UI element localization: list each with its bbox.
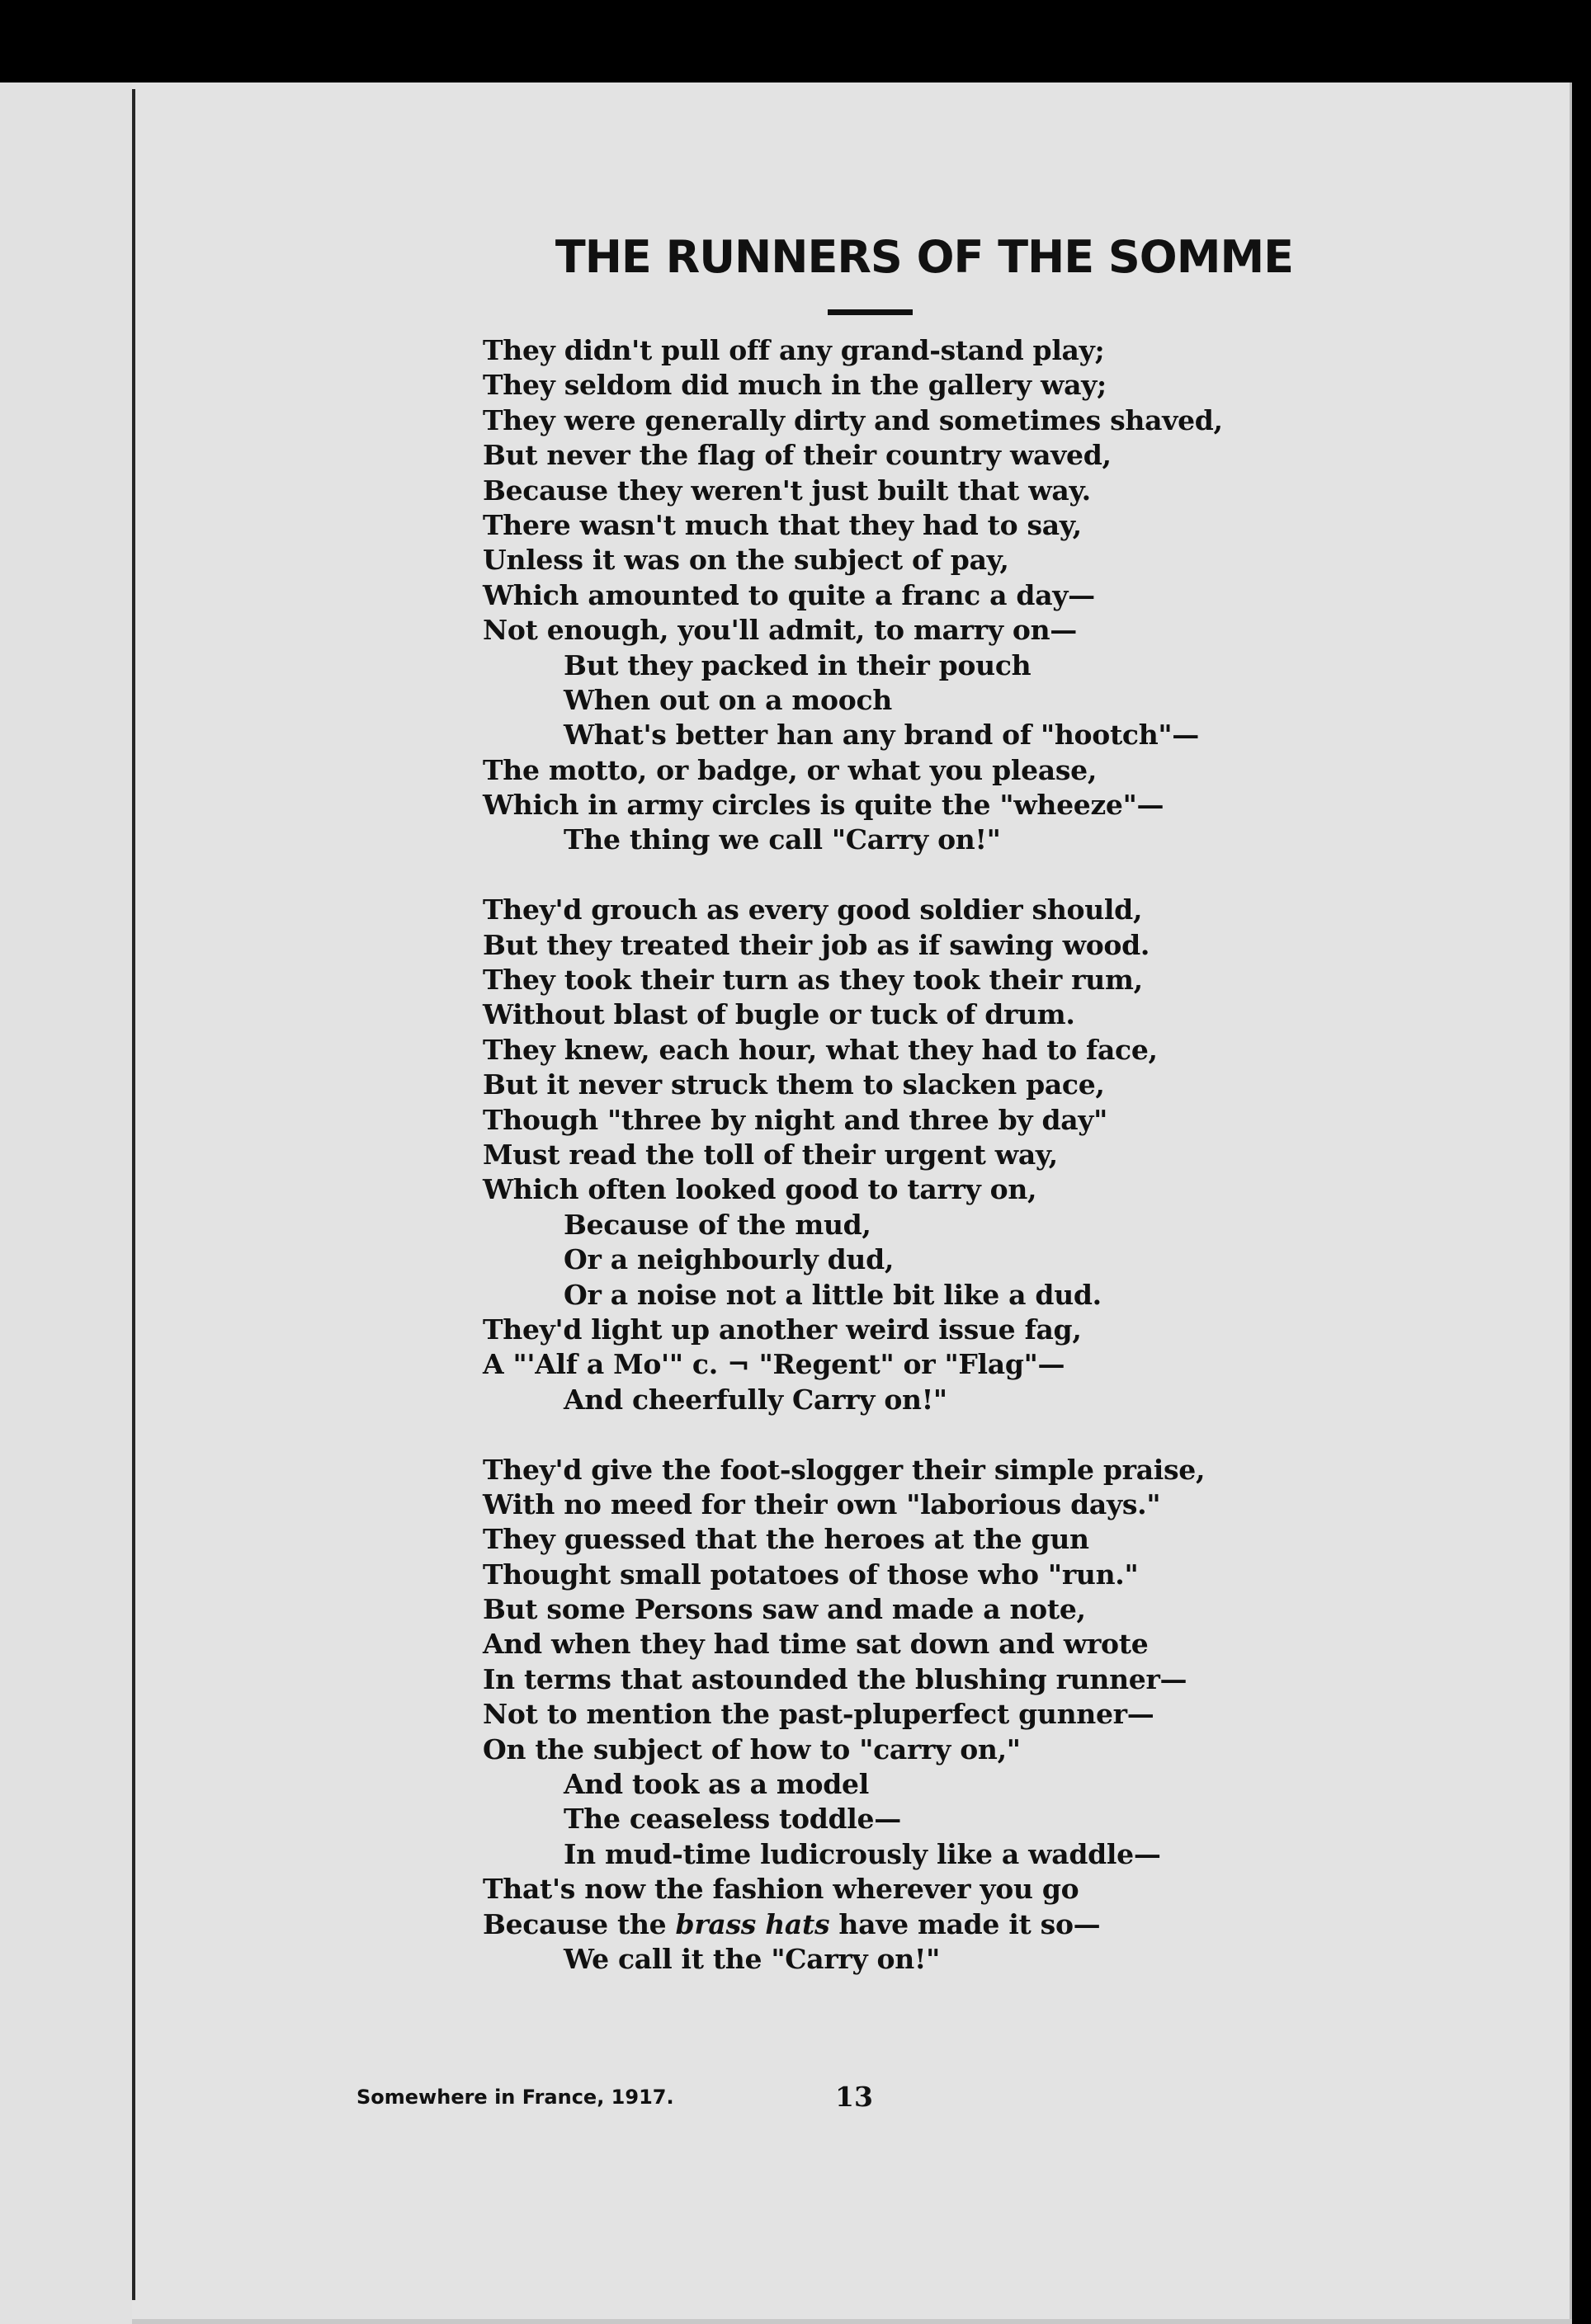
- page-number: 13: [835, 2081, 873, 2113]
- poem-line: With no meed for their own "laborious days.": [483, 1487, 1161, 1520]
- poem-body: [483, 333, 1308, 2012]
- poem-line: They knew, each hour, what they had to face,: [483, 1033, 1158, 1066]
- poem-line: They guessed that the heroes at the gun: [483, 1523, 1089, 1556]
- poem-line: We call it the "Carry on!": [564, 1942, 941, 1975]
- page-right-edge: [1570, 82, 1572, 2324]
- poem-line: Not to mention the past-pluperfect gunner—: [483, 1698, 1154, 1731]
- poem-line: Thought small potatoes of those who "run.": [483, 1558, 1139, 1591]
- poem-line: And took as a model: [564, 1768, 869, 1801]
- poem-line: They'd give the foot-slogger their simple praise,: [483, 1453, 1206, 1486]
- poem-line: But it never struck them to slacken pace,: [483, 1068, 1105, 1101]
- poem-line: But never the flag of their country waved,: [483, 439, 1112, 472]
- footer-place-date: Somewhere in France, 1917.: [356, 2086, 674, 2109]
- stanza: [483, 1453, 1308, 1978]
- poem-line: When out on a mooch: [564, 683, 892, 716]
- poem-line: Or a noise not a little bit like a dud.: [564, 1278, 1102, 1311]
- poem-line: That's now the fashion wherever you go: [483, 1873, 1079, 1906]
- poem-line: There wasn't much that they had to say,: [483, 508, 1082, 541]
- poem-line: Because the brass hats have made it so—: [483, 1907, 1101, 1940]
- poem-line: They seldom did much in the gallery way;: [483, 369, 1107, 402]
- title-rule: [828, 309, 913, 315]
- poem-line: And when they had time sat down and wrote: [483, 1628, 1149, 1661]
- poem-line: They didn't pull off any grand-stand play;: [483, 334, 1105, 366]
- poem-line: Unless it was on the subject of pay,: [483, 544, 1009, 577]
- poem-line: Because of the mud,: [564, 1208, 871, 1241]
- poem-line: But they treated their job as if sawing wood.: [483, 928, 1150, 961]
- poem-line: Because they weren't just built that way.: [483, 474, 1091, 507]
- poem-line: But they packed in their pouch: [564, 648, 1032, 681]
- poem-line: They were generally dirty and sometimes shaved,: [483, 403, 1223, 436]
- poem-line: Which often looked good to tarry on,: [483, 1173, 1037, 1206]
- poem-line: What's better han any brand of "hootch"—: [564, 719, 1199, 752]
- italic-phrase: brass hats: [675, 1907, 830, 1940]
- poem-line: In mud-time ludicrously like a waddle—: [564, 1837, 1161, 1870]
- poem-line: In terms that astounded the blushing runner—: [483, 1662, 1187, 1695]
- poem-line: The motto, or badge, or what you please,: [483, 753, 1098, 786]
- poem-line: They'd light up another weird issue fag,: [483, 1313, 1082, 1346]
- poem-line: The thing we call "Carry on!": [564, 823, 1001, 856]
- poem-line: They'd grouch as every good soldier should,: [483, 893, 1143, 926]
- poem-line: They took their turn as they took their rum,: [483, 964, 1143, 997]
- poem-line: The ceaseless toddle—: [564, 1803, 901, 1836]
- poem-line: Must read the toll of their urgent way,: [483, 1138, 1058, 1171]
- page-bottom-edge: [132, 2319, 1572, 2324]
- poem-line: Not enough, you'll admit, to marry on—: [483, 614, 1077, 647]
- poem-line: And cheerfully Carry on!": [564, 1383, 947, 1416]
- poem-line: On the subject of how to "carry on,": [483, 1732, 1021, 1765]
- poem-line: Without blast of bugle or tuck of drum.: [483, 998, 1075, 1031]
- poem-line: A "'Alf a Mo'" c. ¬ "Regent" or "Flag"—: [483, 1348, 1065, 1381]
- stanza: [483, 333, 1308, 858]
- facing-page-edge: [0, 82, 132, 2324]
- poem-title: THE RUNNERS OF THE SOMME: [555, 231, 1294, 283]
- poem-line: Or a neighbourly dud,: [564, 1243, 895, 1276]
- poem-line: Which amounted to quite a franc a day—: [483, 578, 1095, 611]
- poem-line: Though "three by night and three by day": [483, 1103, 1108, 1136]
- stanza: [483, 893, 1308, 1417]
- binding-line: [132, 89, 135, 2300]
- poem-line: But some Persons saw and made a note,: [483, 1593, 1086, 1626]
- poem-line: Which in army circles is quite the "wheeze"—: [483, 789, 1164, 822]
